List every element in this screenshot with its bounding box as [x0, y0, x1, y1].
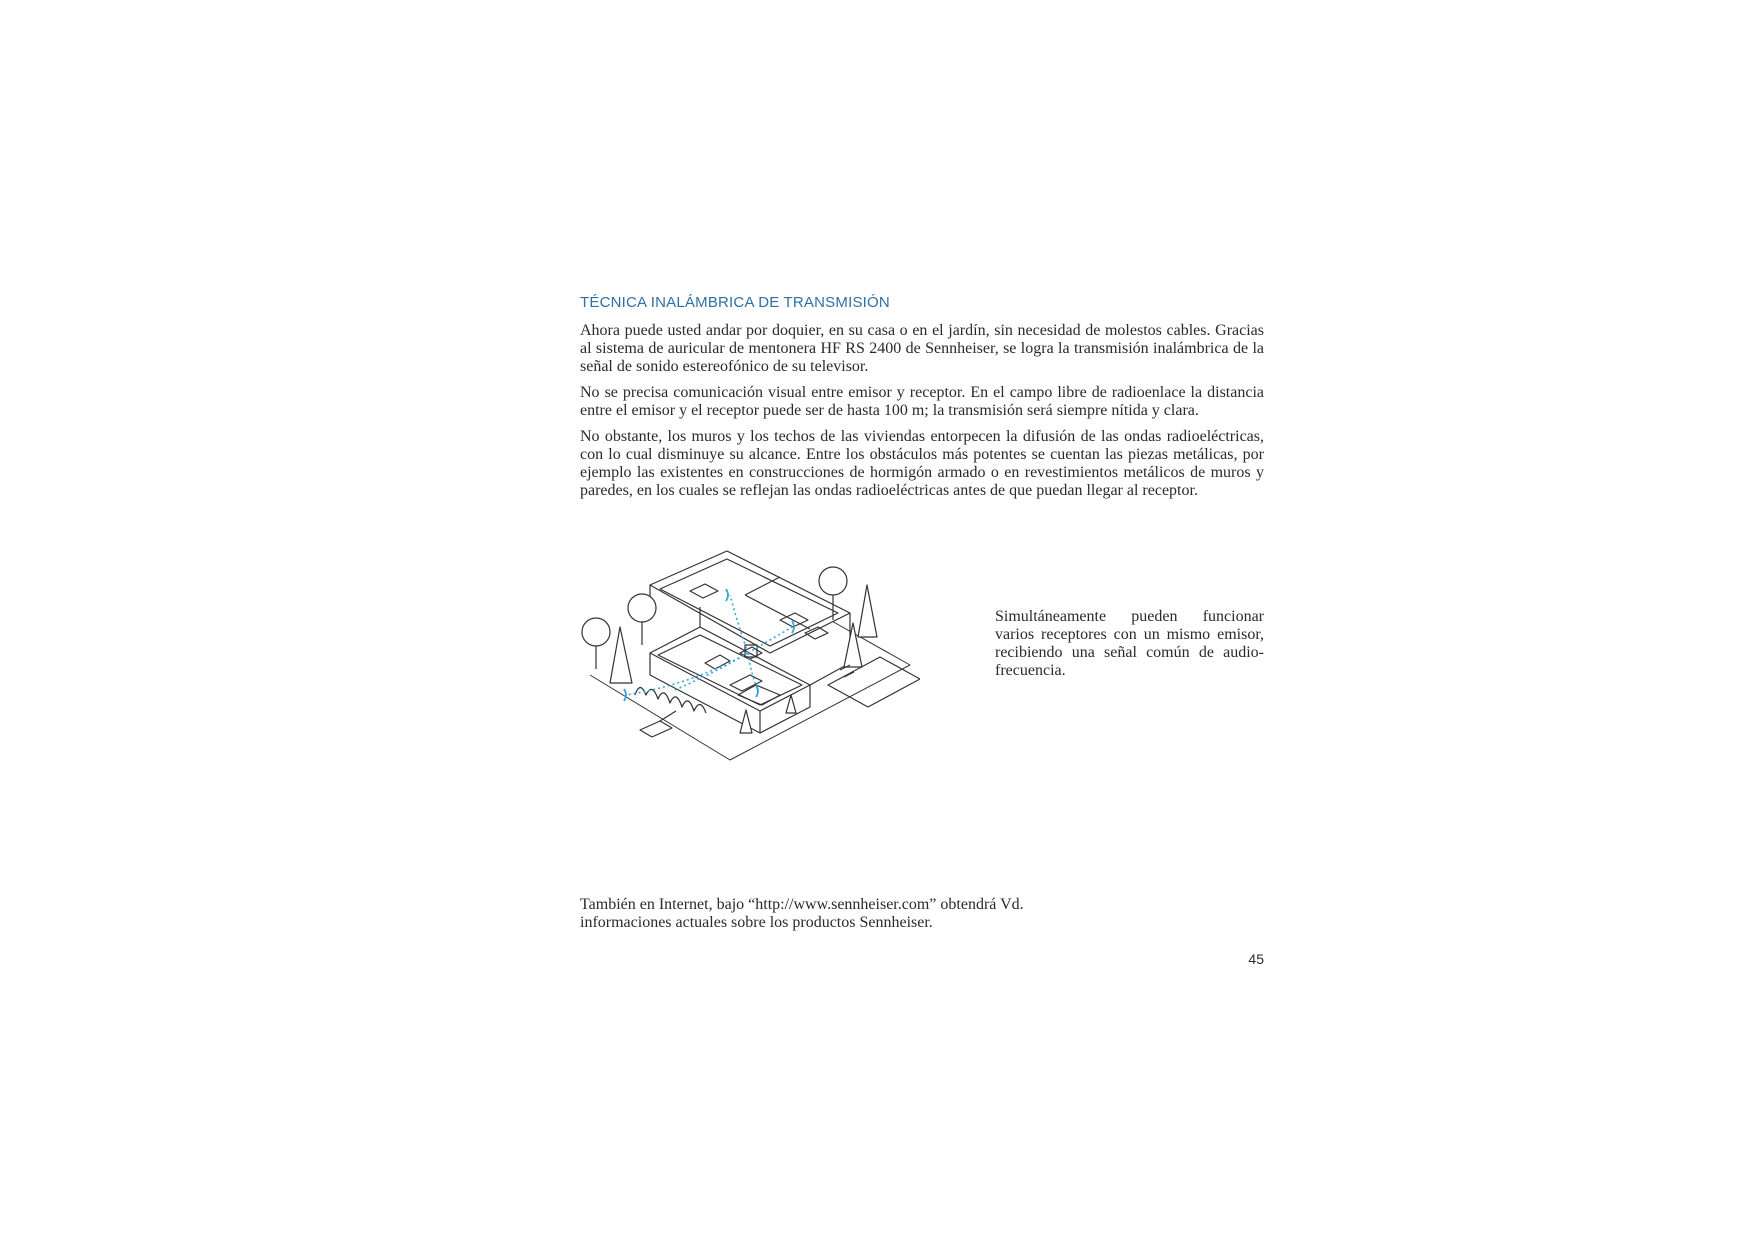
- paragraph-range: No se precisa comunicación visual entre emisor y receptor. En el campo libre de radioenlace la distancia entre el emisor y el receptor puede ser de hasta 100 m; la transmisión será siempre nítida y clara.: [580, 384, 1264, 419]
- manual-page: [580, 0, 1264, 1240]
- internet-note: También en Internet, bajo “http://www.sennheiser.com” obtendrá Vd. informaciones actuales sobre los productos Sennheiser.: [580, 896, 1024, 931]
- section-heading: TÉCNICA INALÁMBRICA DE TRANSMISIÓN: [580, 294, 890, 311]
- body-text: [580, 322, 1264, 508]
- paragraph-obstacles: No obstante, los muros y los techos de las viviendas entorpecen la difusión de las ondas radioeléctricas, con lo cual disminuye su alcance. Entre los obstáculos más potentes se cuentan las piezas metálicas, por ejemplo las existentes en construcciones de hormigón armado o en revestimientos metálicos de muros y paredes, en los cuales se reflejan las ondas radioeléctricas antes de que puedan llegar al receptor.: [580, 428, 1264, 499]
- house-wireless-illustration: [580, 545, 920, 765]
- illustration-caption: Simultáneamente pueden funcionar varios receptores con un mismo emisor, recibiendo una señal común de audio-frecuencia.: [995, 608, 1264, 679]
- paragraph-intro: Ahora puede usted andar por doquier, en su casa o en el jardín, sin necesidad de molestos cables. Gracias al sistema de auricular de mentonera HF RS 2400 de Sennheiser, se logra la transmisión inalámbrica de la señal de sonido estereofónico de su televisor.: [580, 322, 1264, 375]
- page-number: 45: [1248, 951, 1264, 967]
